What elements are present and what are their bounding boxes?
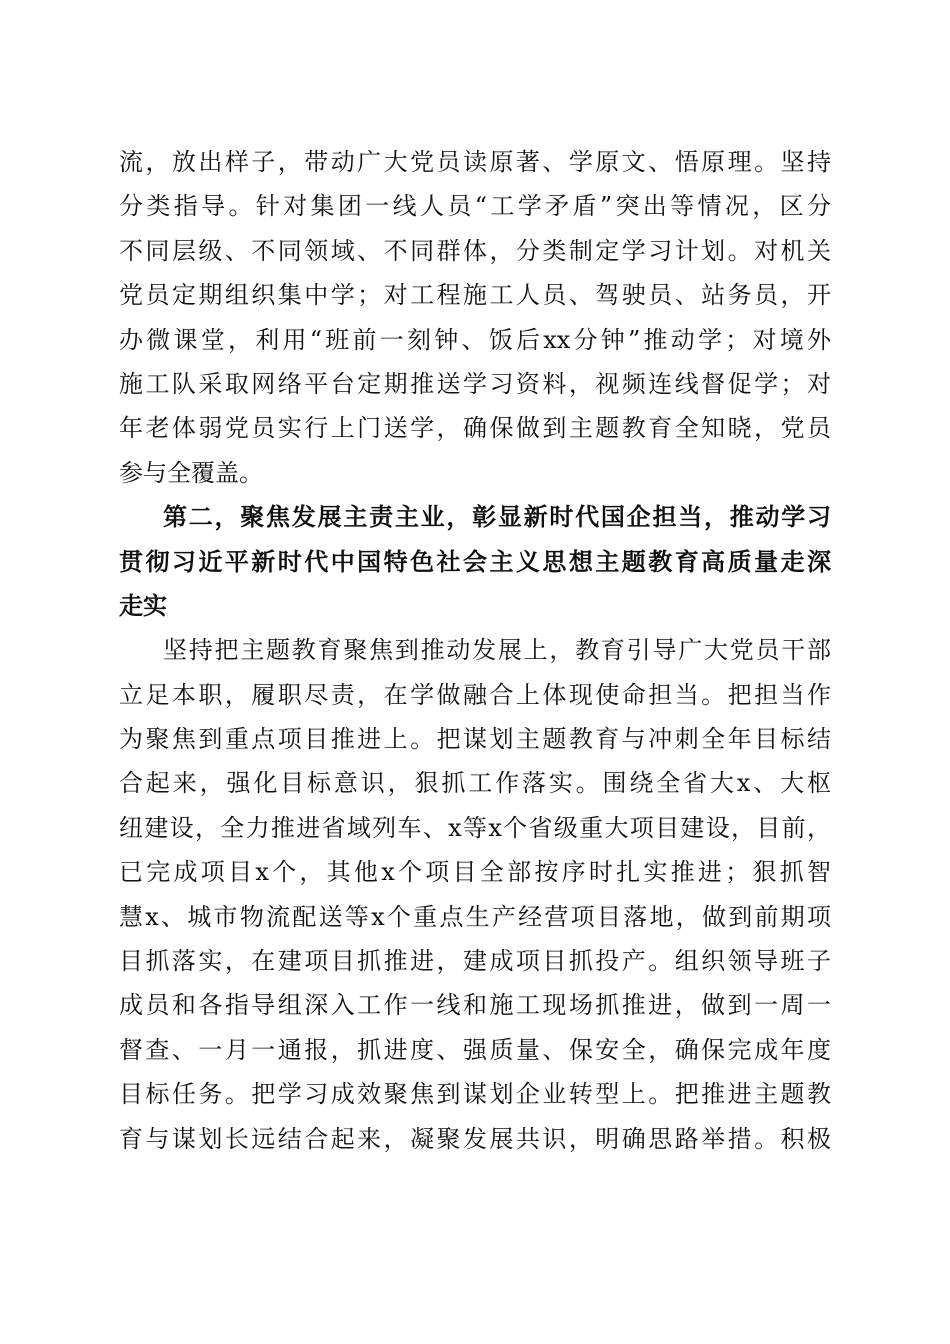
text-line: 办微课堂，利用“班前一刻钟、饭后xx分钟”推动学；对境外 [119,325,831,354]
text-line: 育与谋划长远结合起来，凝聚发展共识，明确思路举措。积极 [119,1124,831,1153]
heading-line: 第二，聚焦发展主责主业，彰显新时代国企担当，推动学习 [163,502,831,532]
section-heading [119,495,831,628]
paragraph-1 [119,140,831,495]
text-line: 不同层级、不同领域、不同群体，分类制定学习计划。对机关 [119,236,831,265]
text-line: 流，放出样子，带动广大党员读原著、学原文、悟原理。坚持 [119,148,831,176]
text-line: 目标任务。把学习成效聚焦到谋划企业转型上。把推进主题教 [119,1080,831,1109]
document-body [119,140,831,1161]
heading-line: 贯彻习近平新时代中国特色社会主义思想主题教育高质量走深 [119,546,831,576]
text-line: 成员和各指导组深入工作一线和施工现场抓推进，做到一周一 [119,991,831,1020]
text-line: 督查、一月一通报，抓进度、强质量、保安全，确保完成年度 [119,1035,831,1064]
text-line: 为聚焦到重点项目推进上。把谋划主题教育与冲刺全年目标结 [119,725,831,754]
text-line: 年老体弱党员实行上门送学，确保做到主题教育全知晓，党员 [119,414,831,443]
text-line: 合起来，强化目标意识，狠抓工作落实。围绕全省大x、大枢 [119,769,831,798]
text-line: 党员定期组织集中学；对工程施工人员、驾驶员、站务员，开 [119,281,831,310]
text-line: 参与全覆盖。 [119,458,263,487]
heading-line: 走实 [119,590,167,620]
text-line: 立足本职，履职尽责，在学做融合上体现使命担当。把担当作 [119,680,831,709]
text-line: 分类指导。针对集团一线人员“工学矛盾”突出等情况，区分 [119,192,831,221]
text-line: 目抓落实，在建项目抓推进，建成项目抓投产。组织领导班子 [119,947,831,976]
text-line: 纽建设，全力推进省域列车、x等x个省级重大项目建设，目前， [119,813,831,842]
text-line: 慧x、城市物流配送等x个重点生产经营项目落地，做到前期项 [119,902,831,931]
text-line: 施工队采取网络平台定期推送学习资料，视频连线督促学；对 [119,369,831,398]
paragraph-2 [119,628,831,1161]
text-line: 已完成项目x个，其他x个项目全部按序时扎实推进；狠抓智 [119,858,831,887]
text-line: 坚持把主题教育聚焦到推动发展上，教育引导广大党员干部 [163,636,831,665]
